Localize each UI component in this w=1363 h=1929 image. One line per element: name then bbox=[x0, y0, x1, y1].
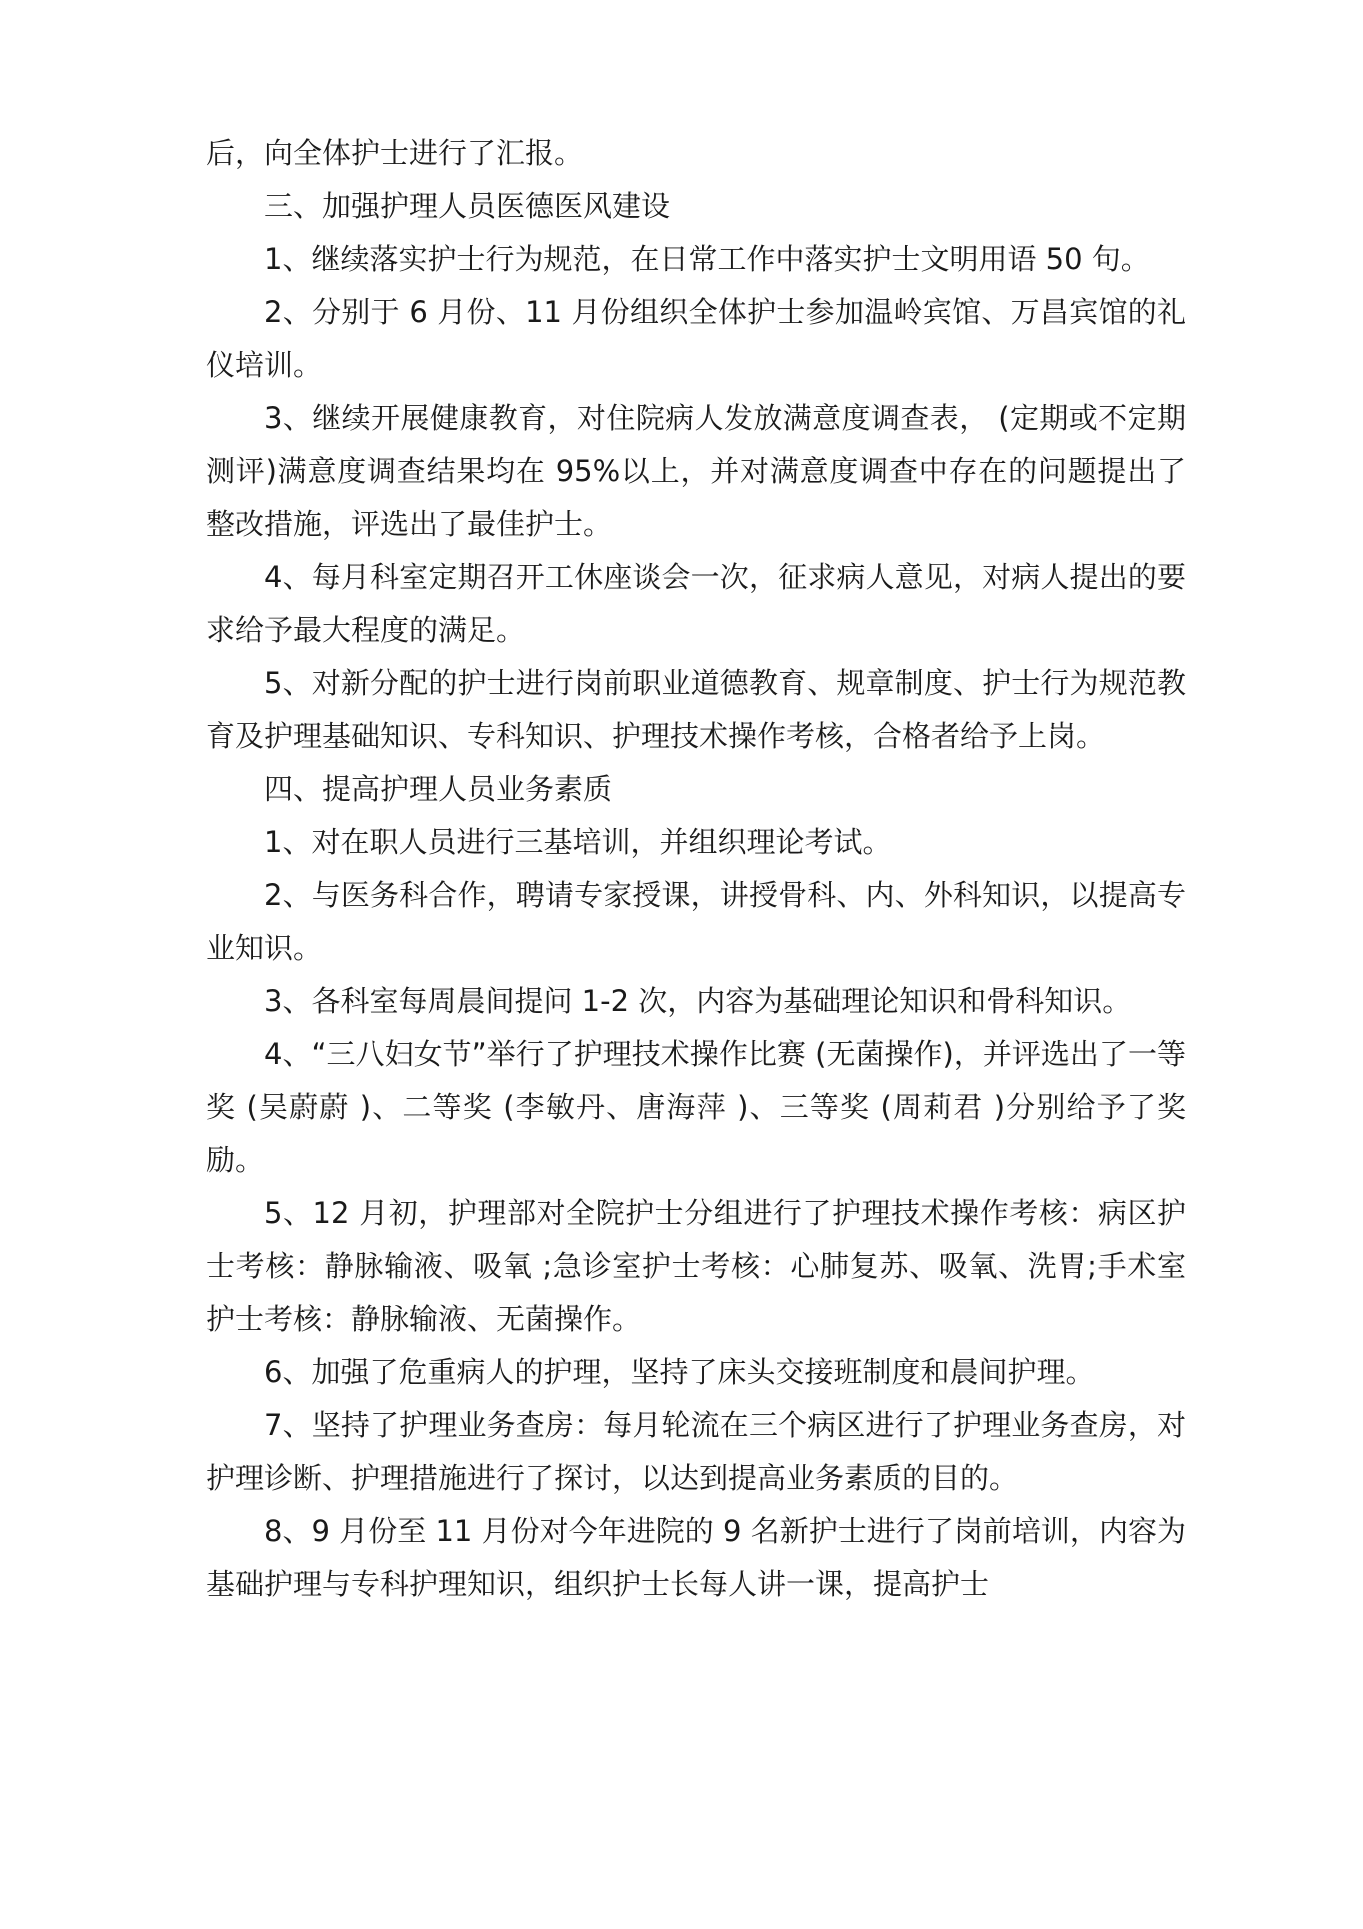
paragraph: 3、各科室每周晨间提问 1-2 次，内容为基础理论知识和骨科知识。 bbox=[264, 984, 1132, 1018]
document-body bbox=[206, 127, 1186, 1611]
paragraph: 6、加强了危重病人的护理，坚持了床头交接班制度和晨间护理。 bbox=[264, 1355, 1095, 1389]
paragraph: 3、继续开展健康教育，对住院病人发放满意度调查表， (定期或不定期测评)满意度调查结果均在 95%以上，并对满意度调查中存在的问题提出了整改措施，评选出了最佳护士。 bbox=[206, 401, 1186, 541]
paragraph: 4、每月科室定期召开工休座谈会一次，征求病人意见，对病人提出的要求给予最大程度的满足。 bbox=[206, 560, 1186, 647]
paragraph: 2、分别于 6 月份、11 月份组织全体护士参加温岭宾馆、万昌宾馆的礼仪培训。 bbox=[206, 295, 1186, 382]
paragraph: 2、与医务科合作，聘请专家授课，讲授骨科、内、外科知识，以提高专业知识。 bbox=[206, 878, 1186, 965]
paragraph: 4、“三八妇女节”举行了护理技术操作比赛 (无菌操作)，并评选出了一等奖 (吴蔚蔚 )、二等奖 (李敏丹、唐海萍 )、三等奖 (周莉君 )分别给予了奖励。 bbox=[206, 1037, 1186, 1177]
paragraph: 5、对新分配的护士进行岗前职业道德教育、规章制度、护士行为规范教育及护理基础知识、专科知识、护理技术操作考核，合格者给予上岗。 bbox=[206, 666, 1186, 753]
paragraph: 5、12 月初，护理部对全院护士分组进行了护理技术操作考核：病区护士考核：静脉输液、吸氧 ;急诊室护士考核：心肺复苏、吸氧、洗胃;手术室护士考核：静脉输液、无菌操作。 bbox=[206, 1196, 1186, 1336]
paragraph: 四、提高护理人员业务素质 bbox=[264, 772, 613, 806]
paragraph: 1、继续落实护士行为规范，在日常工作中落实护士文明用语 50 句。 bbox=[264, 242, 1150, 276]
paragraph: 后，向全体护士进行了汇报。 bbox=[206, 136, 584, 170]
paragraph: 8、9 月份至 11 月份对今年进院的 9 名新护士进行了岗前培训，内容为基础护理与专科护理知识，组织护士长每人讲一课，提高护士 bbox=[206, 1514, 1186, 1601]
paragraph: 三、加强护理人员医德医风建设 bbox=[264, 189, 671, 223]
paragraph: 1、对在职人员进行三基培训，并组织理论考试。 bbox=[264, 825, 892, 859]
paragraph: 7、坚持了护理业务查房：每月轮流在三个病区进行了护理业务查房，对护理诊断、护理措施进行了探讨，以达到提高业务素质的目的。 bbox=[206, 1408, 1186, 1495]
